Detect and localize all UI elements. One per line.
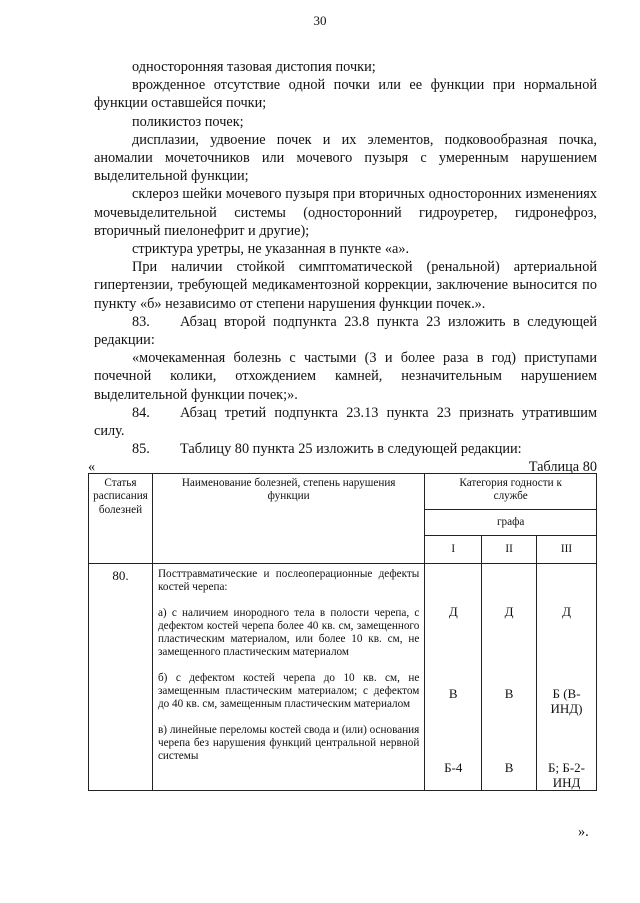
grade-col-2 [482,564,537,791]
table-title: Таблица 80 [528,459,597,476]
disease-item-c: в) линейные переломы костей свода и (или) основания черепа без нарушения функций центральной нервной системы [157,723,420,763]
paragraph-text: Таблицу 80 пункта 25 изложить в следующей редакции: [180,441,522,458]
header-col-3: III [537,536,597,564]
disease-item-b: б) с дефектом костей черепа до 10 кв. см, не замещенным пластическим материалом; с дефектом до 40 кв. см, замещенным пластическим материалом [157,671,420,711]
grade-c-2: В [504,760,514,775]
grade-b-2: В [504,686,514,701]
header-disease: Наименование болезней, степень нарушения функции [152,474,424,564]
item-number: 85. [132,441,150,458]
paragraph-text: Абзац второй подпункта 23.8 пункта 23 изложить в следующей редакции: [94,313,597,349]
paragraph: При наличии стойкой симптоматической (ренальной) артериальной гипертензии, требующей медикаментозной коррекции, заключение выносится по пункту «б» независимо от степени нарушения функции почек.». [94,259,597,312]
grade-col-3 [537,564,597,791]
header-col-2: II [482,536,537,564]
table-80 [88,473,597,791]
item-number: 84. [132,404,150,421]
grade-a-2: Д [504,604,514,619]
paragraph: поликистоз почек; [132,113,244,130]
numbered-paragraph-83 [94,313,597,349]
table-row [89,564,597,791]
paragraph: врожденное отсутствие одной почки или ее функции при нормальной функции оставшейся почки; [94,77,597,112]
numbered-paragraph-85 [94,440,597,458]
paragraph: дисплазии, удвоение почек и их элементов, подковообразная почка, аномалии мочеточников или мочевого пузыря с умеренным нарушением выделительной функции; [94,131,597,185]
grade-c-1: Б-4 [444,760,463,775]
closing-quote: ». [578,824,589,840]
document-body [88,58,597,477]
paragraph-text: Абзац третий подпункта 23.13 пункта 23 признать утратившим силу. [94,404,597,440]
article-number: 80. [89,564,153,791]
header-article: Статья расписания болезней [89,474,153,564]
header-category: Категория годности к службе [425,474,597,510]
paragraph: склероз шейки мочевого пузыря при вторичных односторонних изменениях мочевыделительной системы (односторонний гидроуретер, гидронефроз, вторичный пиелонефрит и другие); [94,186,597,239]
grade-col-1 [425,564,482,791]
disease-item-a: а) с наличием инородного тела в полости черепа, с дефектом костей черепа более 40 кв. см, замещенного пластическим материалом, или более 10 кв. см, не замещенного пластическим материалом [157,606,420,659]
grade-a-3: Д [562,604,571,619]
grade-b-3: Б (В-ИНД) [550,686,583,716]
header-graph: графа [425,510,597,536]
disease-cell [152,564,424,791]
numbered-paragraph-84 [94,404,597,440]
disease-intro: Посттравматические и послеоперационные дефекты костей черепа: [157,568,420,594]
grade-c-3: Б; Б-2-ИНД [548,760,585,790]
open-quote: « [88,459,96,476]
grade-b-1: В [448,686,458,701]
paragraph: односторонняя тазовая дистопия почки; [132,59,376,75]
page-number: 30 [313,13,327,28]
grade-a-1: Д [448,604,458,619]
item-number: 83. [132,313,150,330]
header-col-1: I [425,536,482,564]
paragraph: «мочекаменная болезнь с частыми (3 и более раза в год) приступами почечной колики, отхождением камней, незначительным нарушением выделительной функции почек;». [94,350,597,403]
paragraph: стриктура уретры, не указанная в пункте «а». [132,241,410,258]
